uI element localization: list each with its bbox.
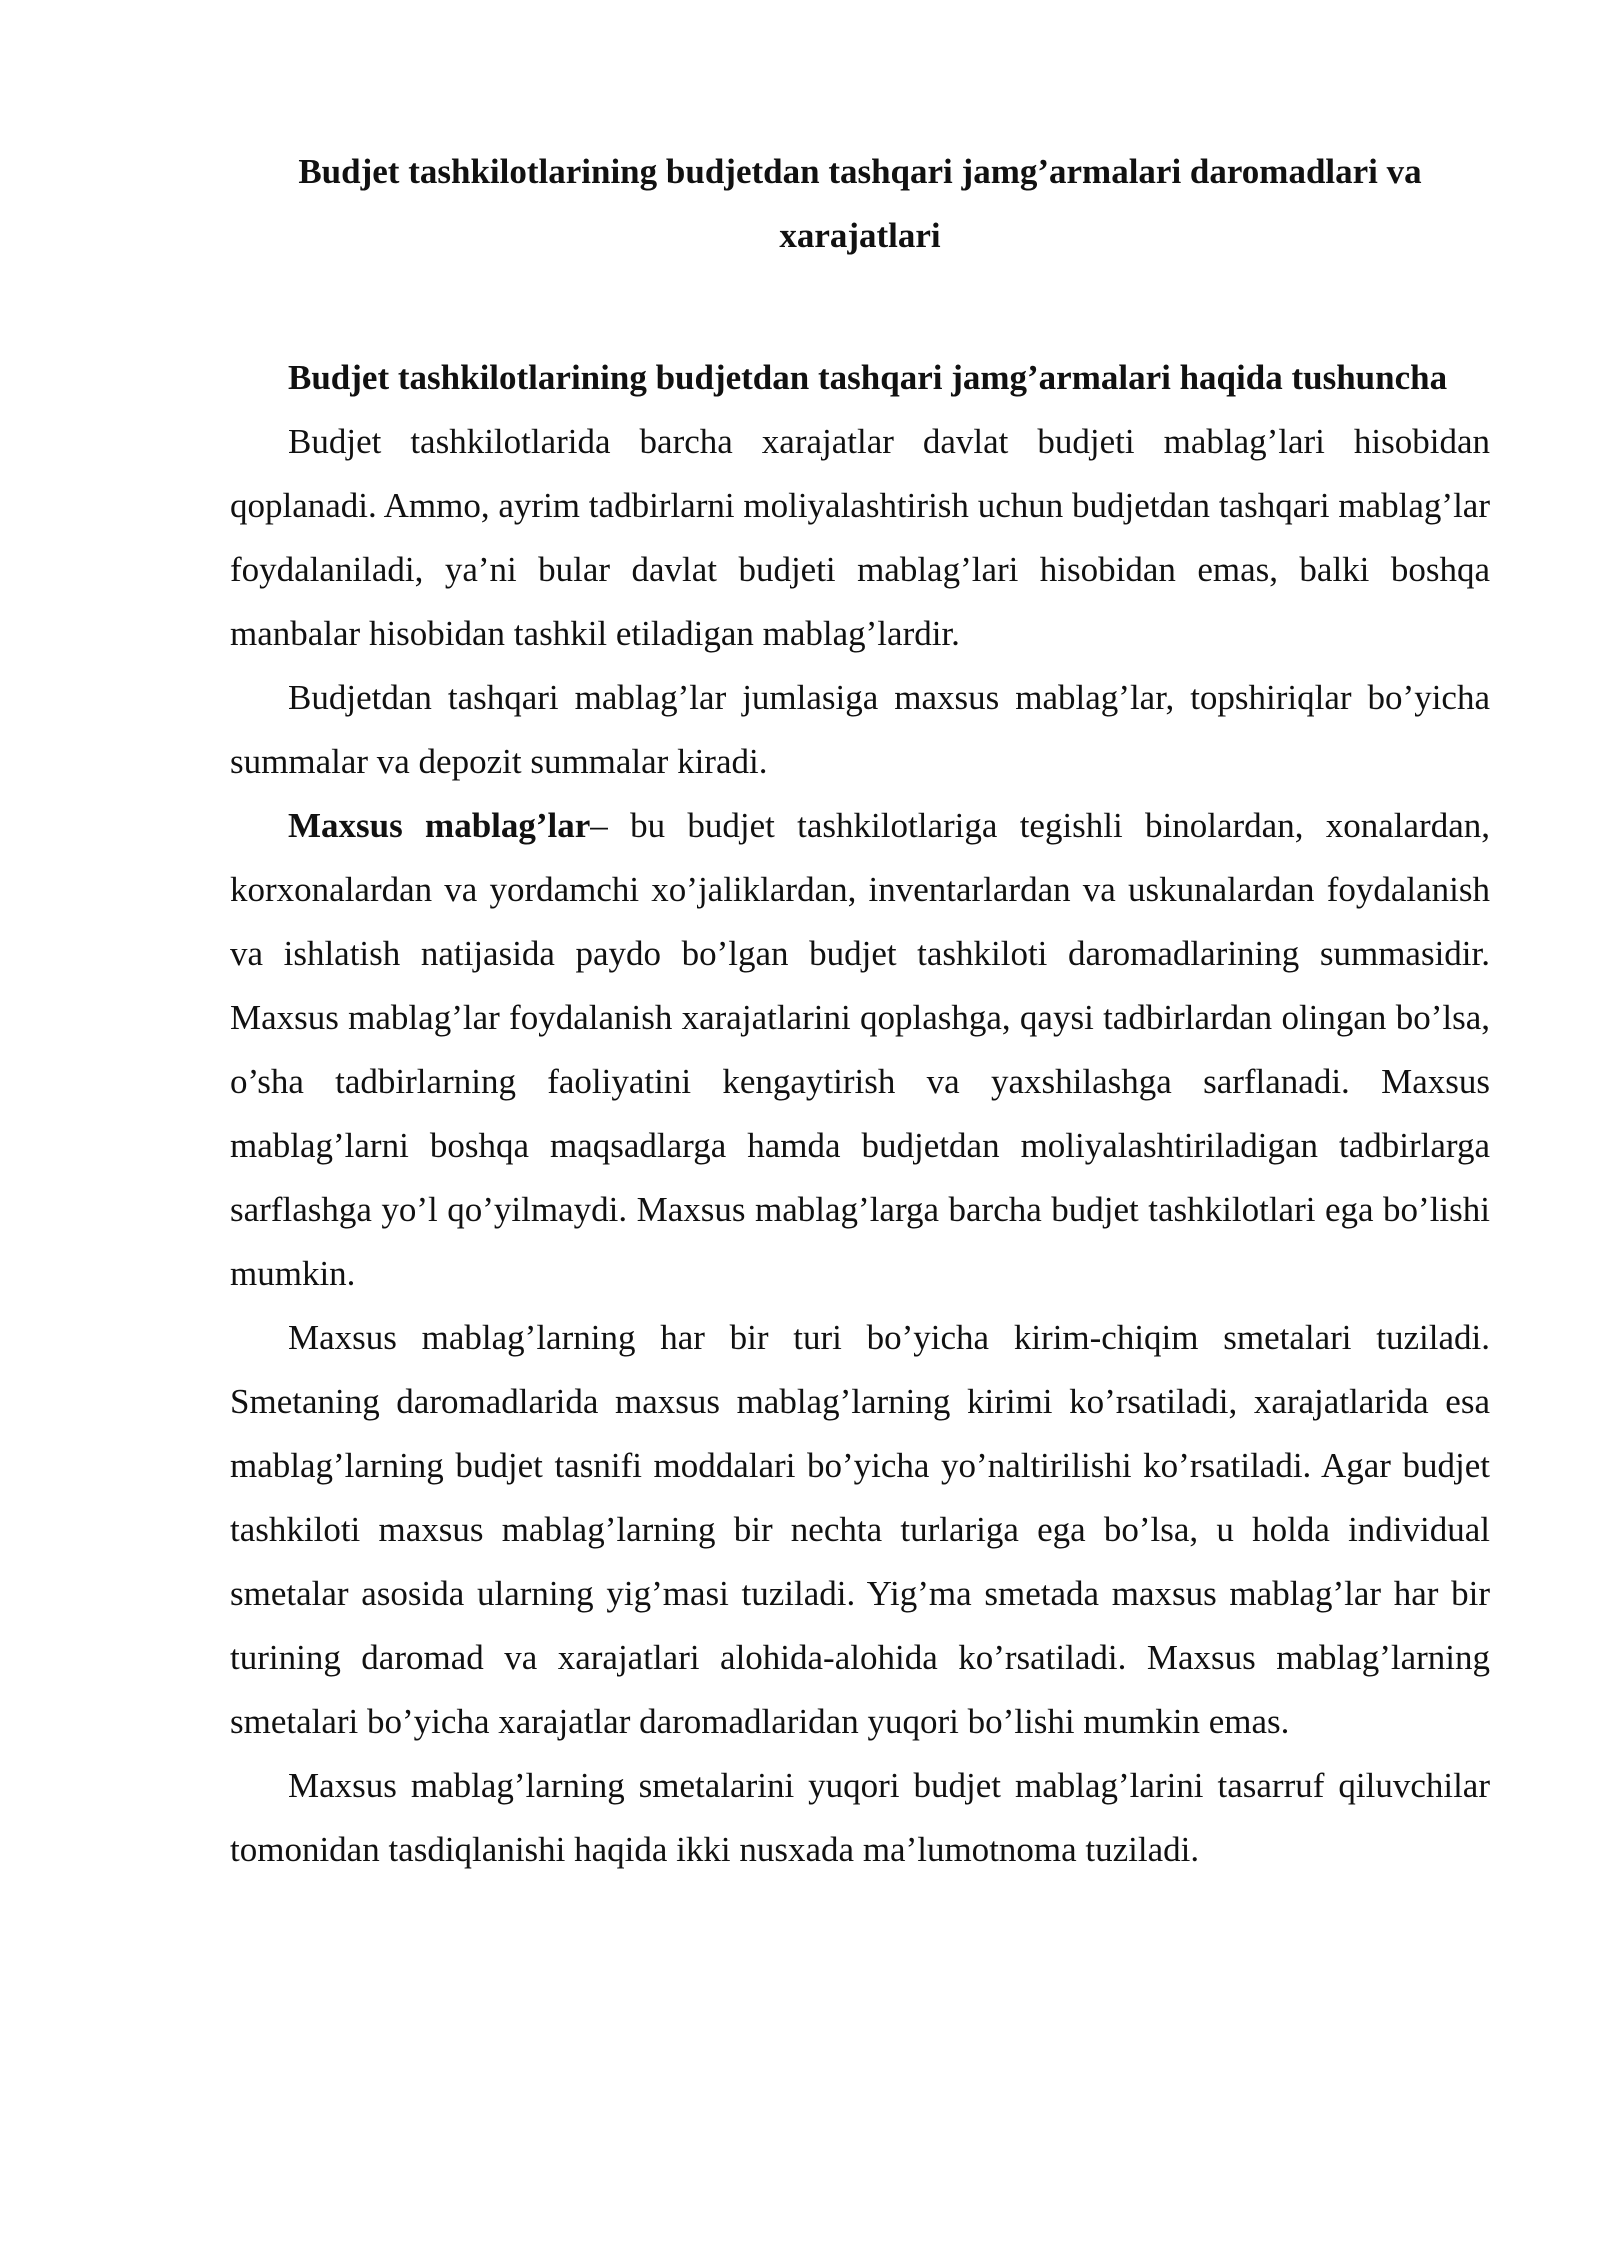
term-maxsus-mablaglar: Maxsus mablag’lar: [288, 806, 591, 845]
paragraph-5: Maxsus mablag’larning smetalarini yuqori budjet mablag’larini tasarruf qiluvchilar tomonidan tasdiqlanishi haqida ikki nusxada ma’lumotnoma tuziladi.: [230, 1766, 1490, 1869]
paragraph-2: Budjetdan tashqari mablag’lar jumlasiga maxsus mablag’lar, topshiriqlar bo’yicha summalar va depozit summalar kiradi.: [230, 678, 1490, 781]
paragraph-3: [230, 794, 1490, 1306]
document-page: [230, 140, 1490, 1882]
paragraph-3-text: – bu budjet tashkilotlariga tegishli binolardan, xonalardan, korxonalardan va yordamchi xo’jaliklardan, inventarlardan va uskunalardan foydalanish va ishlatish natijasida paydo bo’lgan budjet tashkiloti daromadlarining summasidir. Maxsus mablag’lar foydalanish xarajatlarini qoplashga, qaysi tadbirlardan olingan bo’lsa, o’sha tadbirlarning faoliyatini kengaytirish va yaxshilashga sarflanadi. Maxsus mablag’larni boshqa maqsadlarga hamda budjetdan moliyalashtiriladigan tadbirlarga sarflashga yo’l qo’yilmaydi. Maxsus mablag’larga barcha budjet tashkilotlari ega bo’lishi mumkin.: [230, 806, 1490, 1293]
paragraph-1: Budjet tashkilotlarida barcha xarajatlar davlat budjeti mablag’lari hisobidan qoplanadi. Ammo, ayrim tadbirlarni moliyalashtirish uchun budjetdan tashqari mablag’lar foydalaniladi, ya’ni bular davlat budjeti mablag’lari hisobidan emas, balki boshqa manbalar hisobidan tashkil etiladigan mablag’lardir.: [230, 422, 1490, 653]
section-heading: Budjet tashkilotlarining budjetdan tashqari jamg’armalari haqida tushuncha: [288, 358, 1448, 397]
document-title: Budjet tashkilotlarining budjetdan tashqari jamg’armalari daromadlari va xarajatlari: [298, 152, 1422, 255]
paragraph-4: Maxsus mablag’larning har bir turi bo’yicha kirim-chiqim smetalari tuziladi. Smetaning daromadlarida maxsus mablag’larning kirimi ko’rsatiladi, xarajatlarida esa mablag’larning budjet tasnifi moddalari bo’yicha yo’naltirilishi ko’rsatiladi. Agar budjet tashkiloti maxsus mablag’larning bir nechta turlariga ega bo’lsa, u holda individual smetalar asosida ularning yig’masi tuziladi. Yig’ma smetada maxsus mablag’lar har bir turining daromad va xarajatlari alohida-alohida ko’rsatiladi. Maxsus mablag’larning smetalari bo’yicha xarajatlar daromadlaridan yuqori bo’lishi mumkin emas.: [230, 1318, 1490, 1741]
